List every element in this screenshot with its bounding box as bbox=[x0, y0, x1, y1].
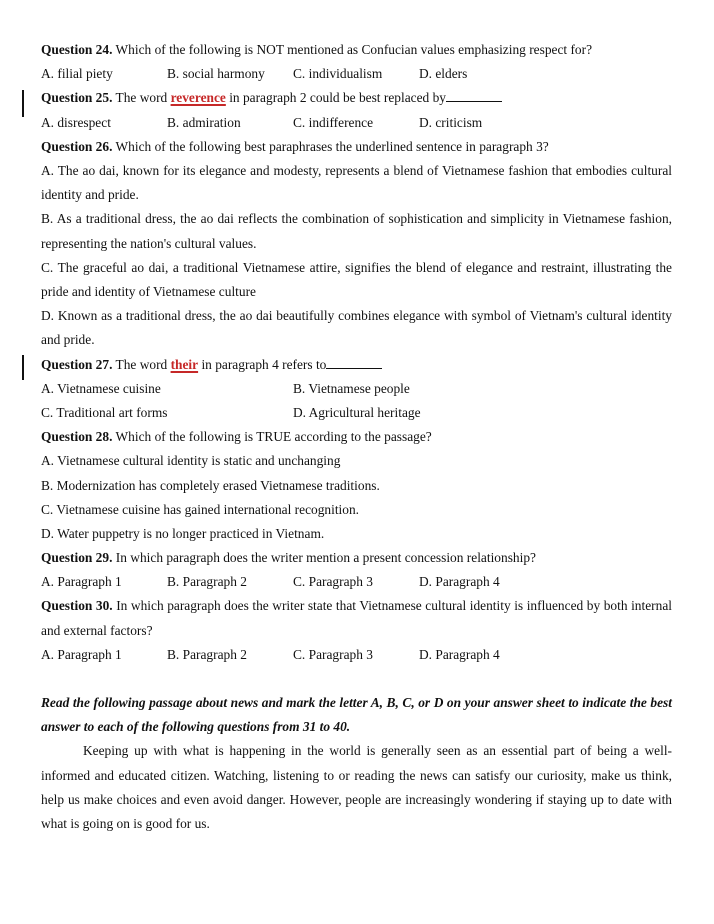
question-label: Question 24. bbox=[41, 42, 113, 57]
option-d[interactable]: D. Known as a traditional dress, the ao dai beautifully combines elegance with symbol of Vietnam's cultural identity and pride. bbox=[41, 308, 672, 348]
option-b[interactable]: B. social harmony bbox=[167, 66, 265, 82]
question-text: Which of the following is TRUE according to the passage? bbox=[112, 429, 432, 445]
question-text: In which paragraph does the writer mention a present concession relationship? bbox=[112, 550, 536, 566]
question-27-options-row-2 bbox=[41, 401, 672, 425]
option-a[interactable]: A. The ao dai, known for its elegance and modesty, represents a blend of Vietnamese fashion that embodies cultural identity and pride. bbox=[41, 162, 672, 203]
highlighted-word: their bbox=[170, 356, 199, 372]
option-c[interactable]: C. individualism bbox=[293, 66, 383, 82]
question-25-options bbox=[41, 111, 672, 135]
section-gap bbox=[41, 667, 672, 691]
question-label: Question 28. bbox=[41, 429, 113, 445]
option-c[interactable]: C. The graceful ao dai, a traditional Vietnamese attire, signifies the blend of elegance and restraint, illustrating the pride and identity of Vietnamese culture bbox=[41, 259, 672, 299]
highlighted-word: reverence bbox=[170, 90, 226, 106]
document-page bbox=[41, 38, 672, 836]
section-instructions: Read the following passage about news and mark the letter A, B, C, or D on your answer sheet to indicate the best answer to each of the following questions from 31 to 40. bbox=[41, 695, 672, 735]
option-a[interactable]: A. Paragraph 1 bbox=[41, 646, 122, 662]
question-24 bbox=[41, 38, 672, 62]
question-label: Question 30. bbox=[41, 598, 113, 614]
option-a[interactable]: A. disrespect bbox=[41, 114, 111, 130]
question-29-options bbox=[41, 570, 672, 594]
question-24-options bbox=[41, 62, 672, 86]
option-a[interactable]: A. Vietnamese cuisine bbox=[41, 380, 161, 396]
option-b[interactable]: B. As a traditional dress, the ao dai reflects the combination of sophistication and simplicity in Vietnamese fashion, representing the nation's cultural values. bbox=[41, 211, 672, 251]
question-text: In which paragraph does the writer state that Vietnamese cultural identity is influenced by both internal and external factors? bbox=[41, 598, 672, 638]
option-b[interactable]: B. admiration bbox=[167, 114, 241, 130]
option-b[interactable]: B. Paragraph 2 bbox=[167, 646, 247, 662]
option-c[interactable]: C. Vietnamese cuisine has gained international recognition. bbox=[41, 501, 360, 517]
question-30-options bbox=[41, 643, 672, 667]
question-text: in paragraph 2 could be best replaced by bbox=[225, 90, 446, 106]
passage-paragraph-1: Keeping up with what is happening in the world is generally seen as an essential part of being a well-informed and educated citizen. Watching, listening to or reading the news can satisfy our curiosity, make us think, help us make choices and even avoid danger. However, people are increasingly wondering if staying up to date with what is going on is good for us. bbox=[41, 743, 672, 832]
option-d[interactable]: D. Agricultural heritage bbox=[293, 404, 421, 420]
question-text: in paragraph 4 refers to bbox=[198, 356, 327, 372]
option-c[interactable]: C. Paragraph 3 bbox=[293, 574, 373, 590]
option-d[interactable]: D. Paragraph 4 bbox=[419, 646, 500, 662]
option-c[interactable]: C. indifference bbox=[293, 114, 374, 130]
answer-blank bbox=[446, 88, 502, 102]
question-29 bbox=[41, 546, 672, 570]
option-a[interactable]: A. Paragraph 1 bbox=[41, 574, 122, 590]
answer-blank bbox=[326, 355, 382, 369]
question-label: Question 25. bbox=[41, 90, 113, 106]
question-28 bbox=[41, 425, 672, 449]
question-text: Which of the following best paraphrases the underlined sentence in paragraph 3? bbox=[112, 138, 549, 154]
option-a[interactable]: A. Vietnamese cultural identity is static and unchanging bbox=[41, 453, 341, 469]
question-label: Question 26. bbox=[41, 138, 113, 154]
option-d[interactable]: D. criticism bbox=[419, 114, 483, 130]
question-label: Question 29. bbox=[41, 550, 113, 566]
question-text: The word bbox=[112, 90, 171, 106]
question-30 bbox=[41, 594, 672, 642]
question-27-options-row-1 bbox=[41, 377, 672, 401]
question-27 bbox=[41, 353, 672, 377]
question-26 bbox=[41, 135, 672, 159]
option-d[interactable]: D. Water puppetry is no longer practiced in Vietnam. bbox=[41, 525, 325, 541]
option-c[interactable]: C. Traditional art forms bbox=[41, 404, 168, 420]
question-text: The word bbox=[112, 356, 171, 372]
change-bar-q27 bbox=[22, 355, 24, 380]
question-25 bbox=[41, 86, 672, 110]
option-b[interactable]: B. Modernization has completely erased Vietnamese traditions. bbox=[41, 477, 380, 493]
option-d[interactable]: D. Paragraph 4 bbox=[419, 574, 500, 590]
option-b[interactable]: B. Vietnamese people bbox=[293, 380, 410, 396]
change-bar-q25 bbox=[22, 90, 24, 117]
question-text: Which of the following is NOT mentioned as Confucian values emphasizing respect for? bbox=[112, 42, 593, 57]
question-label: Question 27. bbox=[41, 356, 113, 372]
option-a[interactable]: A. filial piety bbox=[41, 66, 113, 82]
option-d[interactable]: D. elders bbox=[419, 66, 468, 82]
option-b[interactable]: B. Paragraph 2 bbox=[167, 574, 247, 590]
option-c[interactable]: C. Paragraph 3 bbox=[293, 646, 373, 662]
